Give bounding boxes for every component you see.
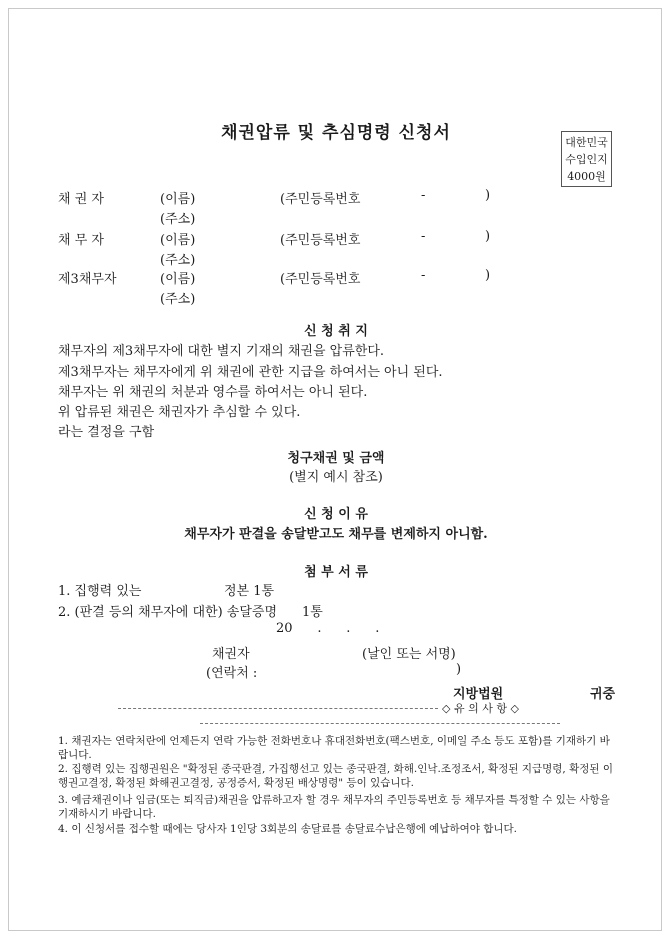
attachment-item-1-count: 정본 1통 [224, 584, 275, 599]
attachment-item-2-count: 1통 [302, 605, 323, 620]
creditor-address-label: (주소) [160, 212, 196, 227]
claim-heading: 청구채권 및 금액 [287, 451, 385, 466]
note-item-2: 2. 집행력 있는 집행권원은 "확정된 종국판결, 가집행선고 있는 종국판결, 화해.인낙.조정조서, 확정된 지급명령, 확정된 이행권고결정, 확정된 화해권고결정, 공정증서, 확정된 배상명령" 등이 있습니다. [58, 763, 613, 789]
attachments-heading: 첨 부 서 류 [304, 565, 368, 580]
notes-heading: ◇ 유 의 사 항 ◇ [442, 702, 519, 715]
creditor-signature-label: 채권자 [212, 647, 250, 662]
debtor-id-dash: - [421, 229, 426, 244]
court-suffix: 귀중 [590, 687, 616, 702]
purpose-line-5: 라는 결정을 구함 [58, 425, 155, 440]
creditor-id-close: ) [485, 188, 491, 203]
notes-divider-bottom [200, 723, 560, 724]
stamp-line-1: 대한민국 [565, 136, 608, 149]
third-debtor-address-label: (주소) [160, 292, 196, 307]
note-item-4: 4. 이 신청서를 접수할 때에는 당사자 1인당 3회분의 송달료를 송달료수납은행에 예납하여야 합니다. [58, 823, 518, 835]
third-debtor-name-label: (이름) [160, 272, 196, 287]
contact-close: ) [456, 662, 462, 677]
note-item-3: 3. 예금채권이나 임금(또는 퇴직금)채권을 압류하고자 할 경우 채무자의 주민등록번호 등 채무자를 특정할 수 있는 사항을 기재하시기 바랍니다. [58, 794, 610, 820]
claim-text: (별지 예시 참조) [289, 470, 383, 485]
purpose-line-3: 채무자는 위 채권의 처분과 영수를 하여서는 아니 된다. [58, 385, 368, 400]
debtor-role: 채 무 자 [58, 233, 104, 248]
creditor-role: 채 권 자 [58, 192, 104, 207]
creditor-id-dash: - [421, 188, 426, 203]
debtor-name-label: (이름) [160, 233, 196, 248]
revenue-stamp-box [561, 131, 612, 187]
notes-divider-left [118, 708, 438, 709]
document-title: 채권압류 및 추심명령 신청서 [221, 123, 451, 143]
reason-text: 채무자가 판결을 송달받고도 채무를 변제하지 아니함. [184, 527, 488, 542]
debtor-address-label: (주소) [160, 253, 196, 268]
attachment-item-2-label: 2. (판결 등의 채무자에 대한) 송달증명 [58, 605, 278, 620]
stamp-line-2: 수입인지 [565, 153, 608, 166]
creditor-id-label: (주민등록번호 [280, 192, 361, 207]
third-debtor-id-close: ) [485, 268, 491, 283]
reason-heading: 신 청 이 유 [304, 507, 368, 522]
seal-label: (날인 또는 서명) [362, 647, 456, 662]
contact-label: (연락처 : [206, 666, 258, 681]
debtor-id-label: (주민등록번호 [280, 233, 361, 248]
purpose-line-2: 제3채무자는 채무자에게 위 채권에 관한 지급을 하여서는 아니 된다. [58, 365, 443, 380]
creditor-name-label: (이름) [160, 192, 196, 207]
purpose-heading: 신 청 취 지 [304, 324, 368, 339]
third-debtor-role: 제3채무자 [58, 272, 117, 287]
third-debtor-id-label: (주민등록번호 [280, 272, 361, 287]
purpose-line-1: 채무자의 제3채무자에 대한 별지 기재의 채권을 압류한다. [58, 344, 385, 359]
note-item-1: 1. 채권자는 연락처란에 언제든지 연락 가능한 전화번호나 휴대전화번호(팩스번호, 이메일 주소 등도 포함)를 기재하기 바랍니다. [58, 735, 610, 761]
court-name: 지방법원 [453, 687, 504, 702]
stamp-line-3: 4000원 [567, 170, 606, 183]
attachment-item-1-label: 1. 집행력 있는 [58, 584, 142, 599]
purpose-line-4: 위 압류된 채권은 채권자가 추심할 수 있다. [58, 405, 301, 420]
third-debtor-id-dash: - [421, 268, 426, 283]
debtor-id-close: ) [485, 229, 491, 244]
date-line: 20 . . . [276, 621, 380, 636]
